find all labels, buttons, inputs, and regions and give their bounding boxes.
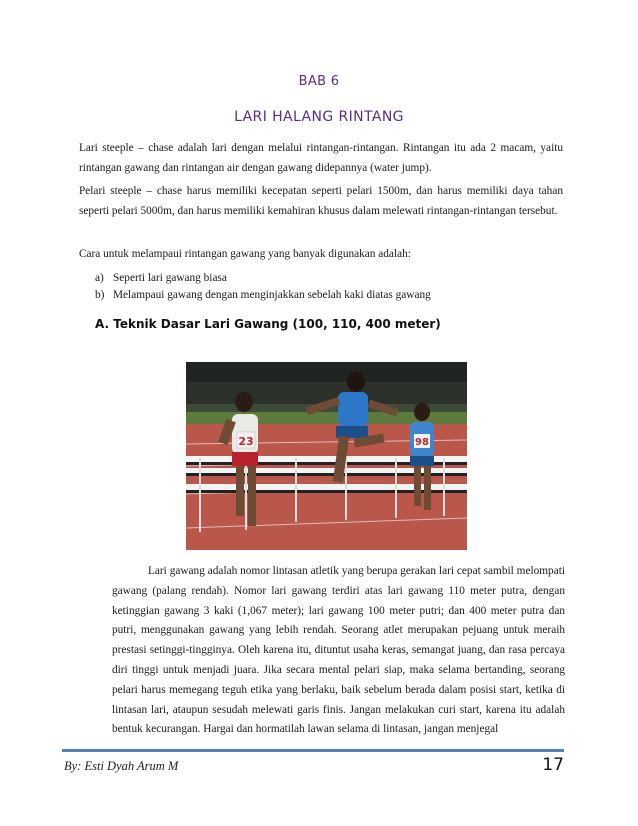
page-number: 17 <box>542 755 564 775</box>
list-item <box>95 270 565 287</box>
intro-paragraph-3: Cara untuk melampaui rintangan gawang yang banyak digunakan adalah: <box>79 248 411 260</box>
chapter-title: LARI HALANG RINTANG <box>234 109 404 125</box>
svg-text:23: 23 <box>238 435 254 448</box>
footer-divider <box>62 749 564 752</box>
section-heading: A. Teknik Dasar Lari Gawang (100, 110, 400 meter) <box>95 317 441 331</box>
list-item-text: Seperti lari gawang biasa <box>113 272 227 284</box>
hurdles-photo-image <box>186 362 467 550</box>
list-item-text: Melampaui gawang dengan menginjakkan sebelah kaki diatas gawang <box>113 289 431 301</box>
hurdles-photo <box>186 362 467 550</box>
footer-author: By: Esti Dyah Arum M <box>64 759 179 773</box>
technique-list <box>95 270 565 304</box>
list-marker: a) <box>95 272 104 284</box>
body-paragraph: Lari gawang adalah nomor lintasan atletik yang berupa gerakan lari cepat sambil melompati gawang (palang rendah). Nomor lari gawang terdiri atas lari gawang 110 meter putra, dengan ketinggian gawang 3 kaki (1,067 meter); lari gawang 100 meter putri; dan 400 meter putra dan putri, menggunakan gawang yang lebih rendah. Seorang atlet merupakan pejuang untuk meraih prestasi setinggi-tingginya. Oleh karena itu, dituntut usaha keras, semangat juang, dan rasa percaya diri tinggi untuk menjadi juara. Jika secara mental pelari siap, maka selama bertanding, seorang pelari harus memegang teguh etika yang berlaku, baik sebelum berada dalam posisi start, ketika di lintasan lari, ataupun sesudah melewati garis finis. Jangan melakukan curi start, karena itu adalah bentuk kecurangan. Hargai dan hormatilah lawan selama di lintasan, jangan menjegal <box>112 565 565 736</box>
list-item <box>95 287 565 304</box>
intro-paragraph-2: Pelari steeple – chase harus memiliki kecepatan seperti pelari 1500m, dan harus memiliki daya tahan seperti pelari 5000m, dan harus memiliki kemahiran khusus dalam melewati rintangan-rintangan tersebut. <box>79 185 563 217</box>
intro-paragraph-1: Lari steeple – chase adalah lari dengan melalui rintangan-rintangan. Rintangan itu ada 2 macam, yaitu rintangan gawang dan rintangan air dengan gawang didepannya (water jump). <box>79 142 563 174</box>
chapter-label: BAB 6 <box>298 74 340 89</box>
list-marker: b) <box>95 289 105 301</box>
svg-text:98: 98 <box>415 437 429 448</box>
